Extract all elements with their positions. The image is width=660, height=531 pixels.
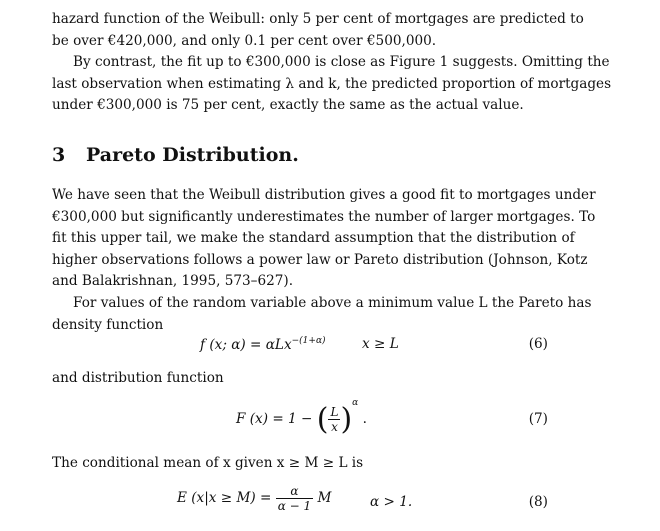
equation-6-lhs: f (x; α) = αLx <box>200 337 292 353</box>
equation-7-number: (7) <box>528 411 548 427</box>
equation-8-number: (8) <box>528 494 548 510</box>
equation-8-condition: α > 1. <box>370 494 413 510</box>
equation-6-condition: x ≥ L <box>362 336 399 352</box>
left-paren: ( <box>316 401 329 437</box>
paragraph-weibull-hazard <box>52 9 584 52</box>
text-line: fit this upper tail, we make the standard assumption that the distribution of <box>52 230 575 246</box>
text-line: density function <box>52 316 164 333</box>
equation-7 <box>236 398 367 435</box>
text-line: For values of the random variable above a minimum value L the Pareto has <box>73 295 592 311</box>
section-heading <box>52 144 299 166</box>
text-line: By contrast, the fit up to €300,000 is close as Figure 1 suggests. Omitting the <box>73 54 610 70</box>
equation-7-period: . <box>362 411 367 427</box>
text-line: be over €420,000, and only 0.1 per cent over €500,000. <box>52 32 437 49</box>
equation-7-numerator: L <box>330 405 339 419</box>
paragraph-distribution-function <box>52 368 549 390</box>
equation-8 <box>177 484 331 513</box>
equation-7-exponent: α <box>352 398 359 408</box>
text-line: last observation when estimating λ and k, the predicted proportion of mortgages <box>52 75 612 92</box>
equation-7-fraction <box>328 405 340 434</box>
paragraph-conditional-mean <box>52 453 549 475</box>
equation-8-fraction <box>276 484 313 513</box>
section-title: Pareto Distribution. <box>86 144 299 166</box>
text-line: under €300,000 is 75 per cent, exactly the same as the actual value. <box>52 97 524 113</box>
equation-8-lhs: E (x|x ≥ M) = <box>177 490 272 506</box>
paragraph-density-intro <box>52 293 592 336</box>
equation-6 <box>200 336 326 353</box>
text-line: €300,000 but significantly underestimates the number of larger mortgages. To <box>52 208 596 225</box>
right-paren: ) <box>340 401 353 437</box>
equation-6-number: (6) <box>528 336 548 352</box>
equation-7-lhs: F (x) = 1 − <box>236 411 313 427</box>
equation-7-denominator: x <box>328 419 340 434</box>
text-line: and distribution function <box>52 370 224 386</box>
text-line: higher observations follows a power law or Pareto distribution (Johnson, Kotz <box>52 251 588 268</box>
equation-8-numerator: α <box>290 484 299 498</box>
paragraph-fit-contrast <box>52 52 612 117</box>
paragraph-pareto-intro <box>52 185 596 293</box>
text-line: hazard function of the Weibull: only 5 per cent of mortgages are predicted to <box>52 11 584 27</box>
text-line: We have seen that the Weibull distribution gives a good fit to mortgages under <box>52 187 596 203</box>
text-line: The conditional mean of x given x ≥ M ≥ L is <box>52 455 364 471</box>
text-line: and Balakrishnan, 1995, 573–627). <box>52 273 294 289</box>
equation-8-denominator: α − 1 <box>277 499 312 513</box>
equation-8-after: M <box>317 490 332 506</box>
section-number: 3 <box>52 144 66 166</box>
equation-6-exponent: −(1+α) <box>291 336 326 346</box>
